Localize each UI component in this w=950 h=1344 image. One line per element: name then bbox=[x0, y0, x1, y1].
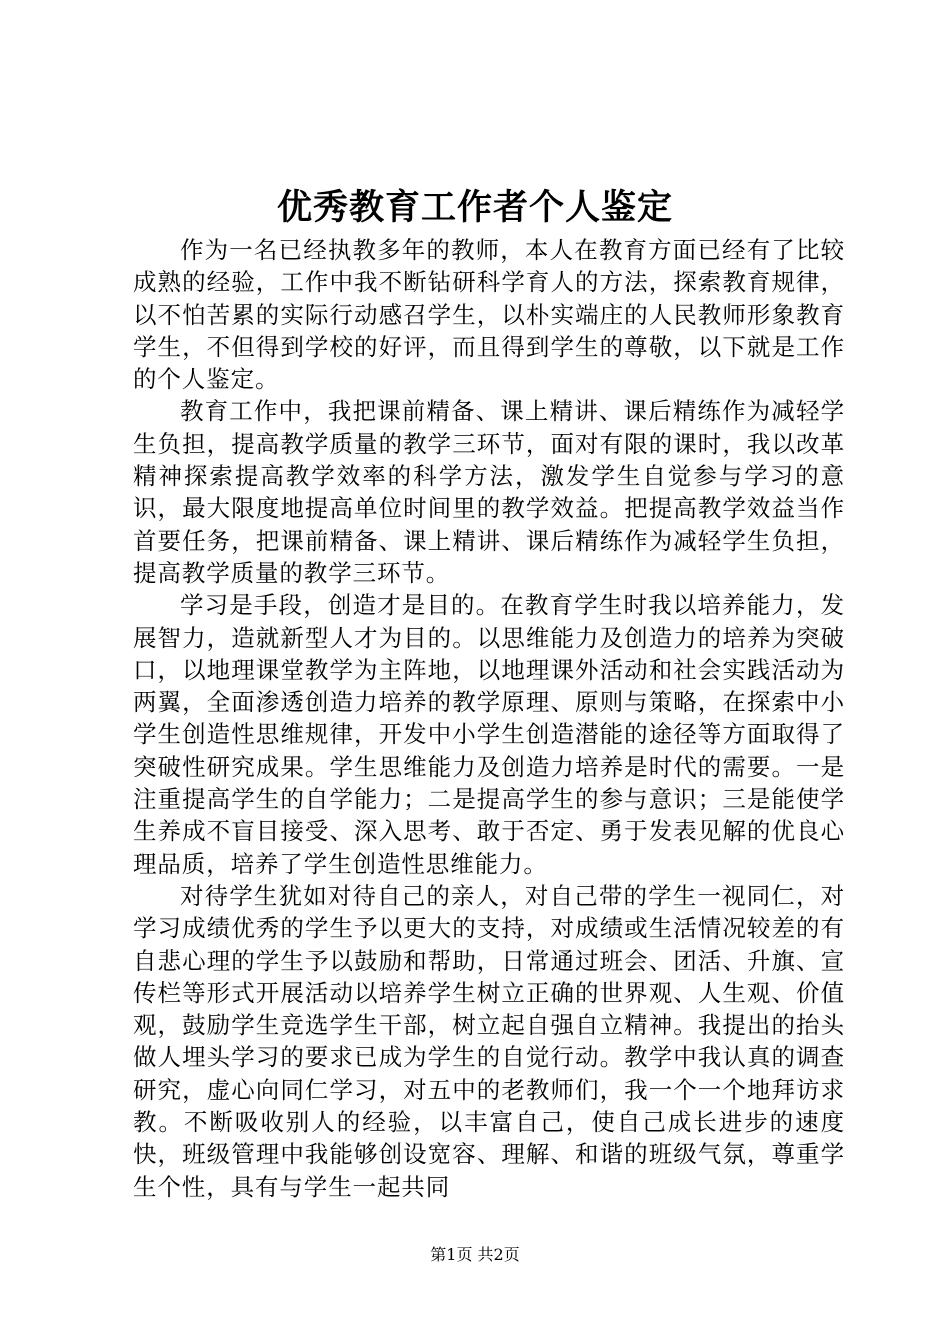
paragraph-4: 对待学生犹如对待自己的亲人，对自己带的学生一视同仁，对学习成绩优秀的学生予以更大的支持，对成绩或生活情况较差的有自悲心理的学生予以鼓励和帮助，日常通过班会、团活、升旗、宣传栏等形式开展活动以培养学生树立正确的世界观、人生观、价值观，鼓励学生竞选学生干部，树立起自强自立精神。我提出的抬头做人埋头学习的要求已成为学生的自觉行动。教学中我认真的调查研究，虚心向同仁学习，对五中的老教师们，我一个一个地拜访求教。不断吸收别人的经验，以丰富自己，使自己成长进步的速度快，班级管理中我能够创设宽容、理解、和谐的班级气氛，尊重学生个性，具有与学生一起共同 bbox=[133, 881, 845, 1201]
document-title: 优秀教育工作者个人鉴定 bbox=[276, 187, 673, 228]
page-footer: 第1页 共2页 bbox=[430, 1245, 520, 1264]
paragraph-1: 作为一名已经执教多年的教师，本人在教育方面已经有了比较成熟的经验，工作中我不断钻研科学育人的方法，探索教育规律，以不怕苦累的实际行动感召学生，以朴实端庄的人民教师形象教育学生，不但得到学校的好评，而且得到学生的尊敬，以下就是工作的个人鉴定。 bbox=[133, 236, 845, 394]
paragraph-3: 学习是手段，创造才是目的。在教育学生时我以培养能力，发展智力，造就新型人才为目的。以思维能力及创造力的培养为突破口，以地理课堂教学为主阵地，以地理课外活动和社会实践活动为两翼，全面渗透创造力培养的教学原理、原则与策略，在探索中小学生创造性思维规律，开发中小学生创造潜能的途径等方面取得了突破性研究成果。学生思维能力及创造力培养是时代的需要。一是注重提高学生的自学能力；二是提高学生的参与意识；三是能使学生养成不盲目接受、深入思考、敢于否定、勇于发表见解的优良心理品质，培养了学生创造性思维能力。 bbox=[133, 591, 845, 878]
paragraph-2: 教育工作中，我把课前精备、课上精讲、课后精练作为减轻学生负担，提高教学质量的教学三环节，面对有限的课时，我以改革精神探索提高教学效率的科学方法，激发学生自觉参与学习的意识，最大限度地提高单位时间里的教学效益。把提高教学效益当作首要任务，把课前精备、课上精讲、课后精练作为减轻学生负担，提高教学质量的教学三环节。 bbox=[133, 397, 845, 587]
document-body bbox=[133, 234, 845, 1203]
